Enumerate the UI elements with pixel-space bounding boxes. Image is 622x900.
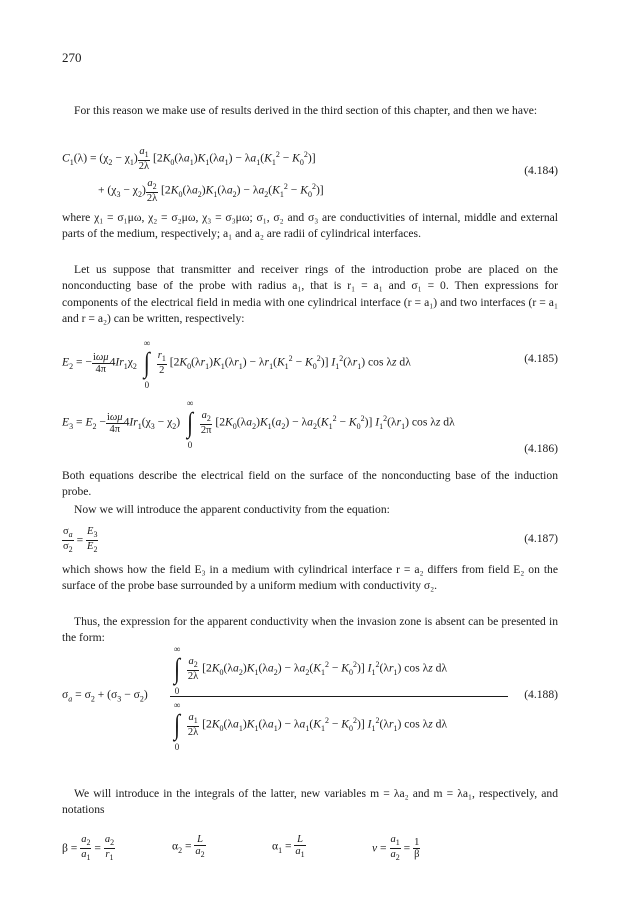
equation-number-4-186: (4.186): [524, 442, 558, 455]
notation-beta: β = $\frac{a_2}{a_1}$ = $\frac{a_2}{r_1}$: [62, 834, 115, 863]
integral-sign: ∞ ∫ 0: [173, 644, 181, 697]
equation-4-188-lhs: $\sigma_a = \sigma_2 + (\sigma_3 - \sigma_2)$: [62, 688, 148, 704]
equation-4-186: [62, 392, 558, 464]
page-number: 270: [62, 50, 82, 65]
equation-4-184-line1: $C_1(\lambda) = (\chi_2 - \chi_1)$ $\frac{a_1}{2\lambda}$ $[2K_0(\lambda a_1)K_1(\lambda a_1) - \lambda a_1(K_1^2 - K_0^2)]$: [62, 146, 316, 173]
equation-4-187: [62, 522, 558, 560]
equation-4-185-body: $E_2$ = − $\frac{\text{iωμ}}{4\pi}$ $4Ir_1\chi_2$ ∞ ∫ 0 $\frac{r_1}{2}$ $[2K_0(\lambda r_1)K_1(\lambda r_1) - \lambda r_1(K_1^2 - K_0^2)]$ $I_1^2(\lambda r_1)$ cos λz dλ: [62, 338, 411, 391]
equation-4-186-body: $E_3 = E_2$ − $\frac{\text{iωμ}}{4\pi}$ $4Ir_1(\chi_3 - \chi_2)$ ∞ ∫ 0 $\frac{a_2}{2\pi}$ $[2K_0(\lambda a_2)K_1(a_2) - \lambda a_2(K_1^2 - K_0^2)]$ $I_1^2(\lambda r_1)$ cos λz dλ: [62, 398, 455, 451]
fraction-bar: [170, 696, 508, 697]
equation-number-4-188: (4.188): [524, 688, 558, 701]
paragraph-apparent-intro: Now we will introduce the apparent conductivity from the equation:: [74, 503, 390, 516]
paragraph-which-shows: which shows how the field E₃ in a medium with cylindrical interface r = a₂ differs from field E₂ on the surface of the probe base surrounded by a uniform medium with conductivity σ₂.: [62, 563, 558, 593]
paragraph-thus: Thus, the expression for the apparent conductivity when the invasion zone is absent can be presented in the form:: [62, 615, 558, 645]
paragraph-new-variables: We will introduce in the integrals of the latter, new variables m = λa₂ and m = λa₁, respectively, and notations: [62, 787, 558, 817]
paragraph-both-equations: Both equations describe the electrical field on the surface of the nonconducting base of the induction probe.: [62, 469, 558, 499]
equation-number-4-187: (4.187): [524, 532, 558, 545]
notation-v: v = $\frac{a_1}{a_2}$ = $\frac{1}{\beta}$: [372, 834, 420, 863]
notation-alpha2: $\alpha_2$ = $\frac{L}{a_2}$: [172, 834, 205, 860]
equation-4-188-numerator: ∞ ∫ 0 $\frac{a_2}{2\lambda}$ $[2K_0(\lambda a_2)K_1(\lambda a_2) - \lambda a_2(K_1^2 - K_0^2)]$ $I_1^2(\lambda r_1)$ cos λz dλ: [170, 656, 447, 682]
equation-4-188-denominator: ∞ ∫ 0 $\frac{a_1}{2\lambda}$ $[2K_0(\lambda a_1)K_1(\lambda a_1) - \lambda a_1(K_1^2 - K_0^2)]$ $I_1^2(\lambda r_1)$ cos λz dλ: [170, 712, 447, 738]
equation-4-184: [62, 140, 558, 204]
integral-sign: ∞ ∫ 0: [143, 338, 151, 391]
equation-4-187-body: $\frac{\sigma_a}{\sigma_2}$ = $\frac{E_3}{E_2}$: [63, 526, 98, 555]
equation-4-184-line2: + $(\chi_3 - \chi_2)$ $\frac{a_2}{2\lambda}$ $[2K_0(\lambda a_2)K_1(\lambda a_2) - \lambda a_2(K_1^2 - K_0^2)]$: [98, 178, 324, 205]
paragraph-suppose: Let us suppose that transmitter and receiver rings of the introduction probe are placed on the nonconducting base of the probe with radius a₁, that is r₁ = a₁ and σ₁ = 0. Then expressions for components of the electrical field in media with one cylindrical interface (r = a₁) and two interfaces (r = a₁ and r = a₂) can be written, respectively:: [62, 263, 558, 326]
equation-number-4-185: (4.185): [524, 352, 558, 365]
equation-number-4-184: (4.184): [524, 164, 558, 177]
paragraph-where-chi: where χ₁ = σ₁μω, χ₂ = σ₂μω, χ₃ = σ₃μω; σ₁, σ₂ and σ₃ are conductivities of internal, middle and external parts of the medium, respectively; a₁ and a₂ are radii of cylindrical interfaces.: [62, 211, 558, 241]
paragraph-intro: For this reason we make use of results derived in the third section of this chapter, and then we have:: [74, 104, 538, 117]
integral-sign: ∞ ∫ 0: [173, 700, 181, 753]
equation-4-185: [62, 336, 558, 391]
notations-line: [62, 830, 558, 866]
equation-4-188: [62, 644, 558, 753]
integral-sign: ∞ ∫ 0: [186, 398, 194, 451]
notation-alpha1: $\alpha_1$ = $\frac{L}{a_1}$: [272, 834, 305, 860]
